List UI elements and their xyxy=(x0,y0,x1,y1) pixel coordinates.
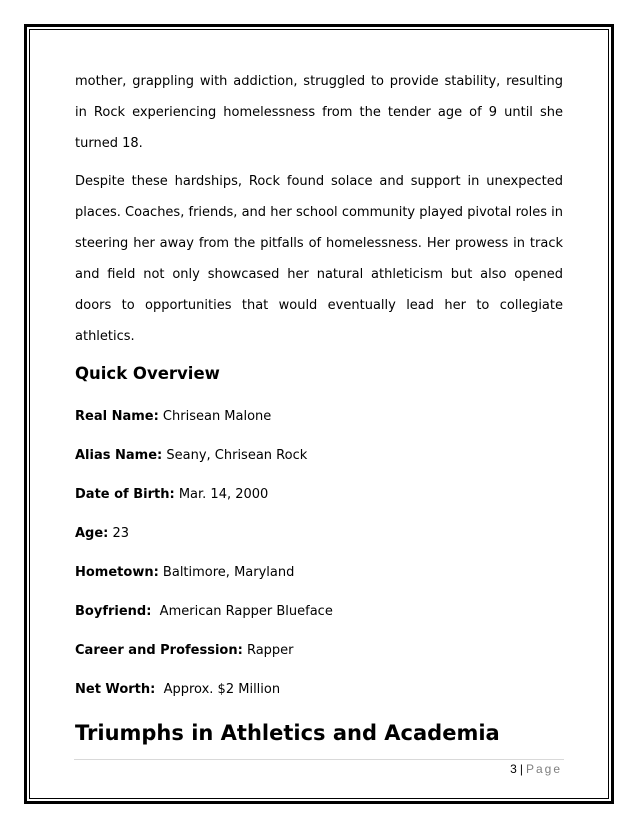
fact-real-name xyxy=(75,397,563,436)
fact-label: Real Name: xyxy=(75,409,159,424)
fact-value: Approx. $2 Million xyxy=(155,682,281,697)
fact-label: Boyfriend: xyxy=(75,604,152,619)
fact-career xyxy=(75,631,563,670)
body-paragraph: mother, grappling with addiction, struggled to provide stability, resulting in Rock experiencing homelessness from the tender age of 9 until she turned 18. xyxy=(75,74,563,151)
fact-hometown xyxy=(75,553,563,592)
page-label: Page xyxy=(525,762,562,776)
fact-label: Net Worth: xyxy=(75,682,156,697)
fact-boyfriend xyxy=(75,592,563,631)
fact-value: Seany, Chrisean Rock xyxy=(162,448,308,463)
fact-value: 23 xyxy=(108,526,130,541)
fact-value: Mar. 14, 2000 xyxy=(174,487,269,502)
fact-value: Baltimore, Maryland xyxy=(158,565,295,580)
fact-label: Date of Birth: xyxy=(75,487,175,502)
fact-label: Age: xyxy=(75,526,109,541)
fact-label: Hometown: xyxy=(75,565,159,580)
fact-alias-name xyxy=(75,436,563,475)
fact-list xyxy=(75,397,563,709)
fact-date-of-birth xyxy=(75,475,563,514)
section-heading: Triumphs in Athletics and Academia xyxy=(75,721,500,745)
fact-age xyxy=(75,514,563,553)
page-number: 3 xyxy=(510,762,517,776)
fact-value: Chrisean Malone xyxy=(158,409,272,424)
fact-value: Rapper xyxy=(242,643,294,658)
fact-label: Career and Profession: xyxy=(75,643,243,658)
fact-value: American Rapper Blueface xyxy=(151,604,333,619)
fact-net-worth xyxy=(75,670,563,709)
page-content xyxy=(75,66,563,753)
fact-label: Alias Name: xyxy=(75,448,163,463)
body-paragraph: Despite these hardships, Rock found solace and support in unexpected places. Coaches, friends, and her school community played pivotal roles in steering her away from the pitfalls of homelessness. Her prowess in track and field not only showcased her natural athleticism but also opened doors to opportunities that would eventually lead her to collegiate athletics. xyxy=(75,174,563,344)
page-footer xyxy=(510,761,562,777)
quick-overview-heading: Quick Overview xyxy=(75,364,220,383)
footer-divider xyxy=(74,759,564,760)
footer-separator: | xyxy=(519,762,523,776)
